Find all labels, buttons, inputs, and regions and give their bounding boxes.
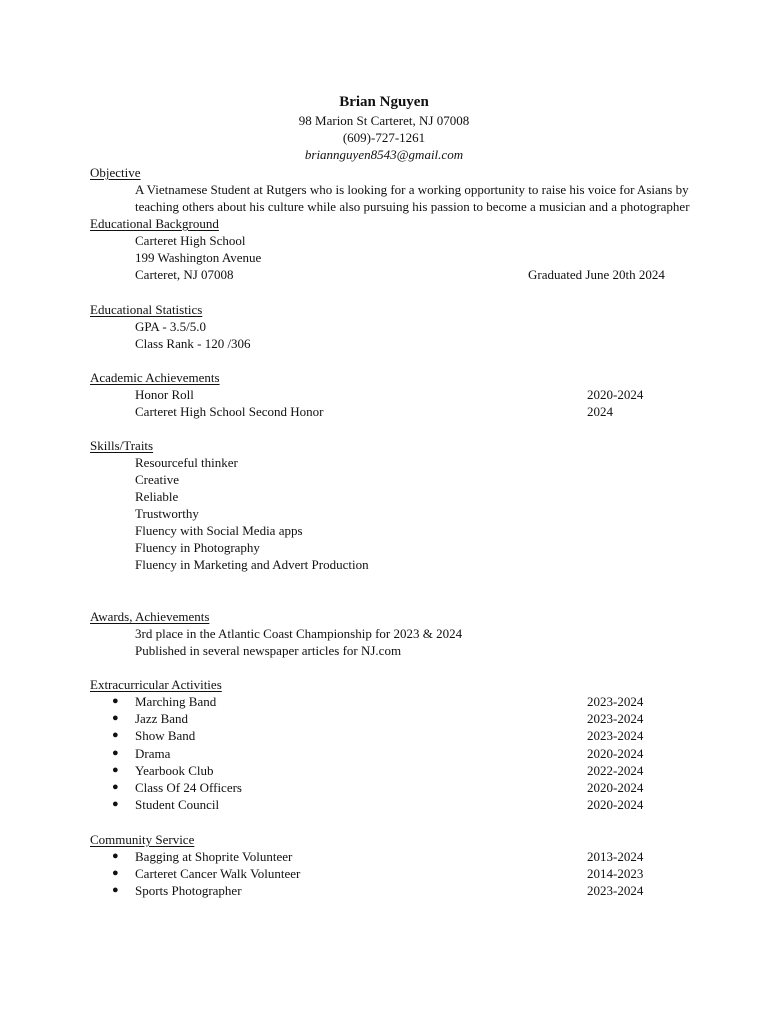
bullet-icon: ● <box>112 867 119 880</box>
award-item: 3rd place in the Atlantic Coast Championship for 2023 & 2024 <box>135 626 463 641</box>
extracurricular-title: Extracurricular Activities <box>90 677 222 692</box>
item-years: 2020-2024 <box>587 797 644 813</box>
list-item <box>90 865 688 882</box>
resume-header <box>0 93 768 163</box>
skill-item: Fluency in Marketing and Advert Production <box>135 557 369 572</box>
awards-section <box>90 608 688 659</box>
item-years: 2022-2024 <box>587 762 644 778</box>
skill-item: Reliable <box>135 489 179 504</box>
list-item <box>90 779 688 796</box>
item-label: Carteret Cancer Walk Volunteer <box>135 866 301 882</box>
skill-item: Creative <box>135 472 180 487</box>
skills-title: Skills/Traits <box>90 438 154 453</box>
list-item <box>90 693 688 710</box>
school-city <box>90 266 688 283</box>
item-label: Drama <box>135 745 171 761</box>
list-item <box>90 403 688 420</box>
item-years: 2023-2024 <box>587 883 644 899</box>
class-rank <box>90 335 688 352</box>
item-years: 2023-2024 <box>587 694 644 709</box>
bullet-icon: ● <box>112 695 119 707</box>
candidate-name: Brian Nguyen <box>339 94 429 110</box>
bullet-icon: ● <box>112 884 119 897</box>
extracurricular-section <box>90 676 688 813</box>
skills-section <box>90 437 688 573</box>
item-label: Carteret High School Second Honor <box>135 404 324 419</box>
awards-title: Awards, Achievements <box>90 609 210 624</box>
objective-section <box>90 164 688 215</box>
skill-item: Resourceful thinker <box>135 455 238 470</box>
bullet-icon: ● <box>112 729 119 742</box>
item-years: 2013-2024 <box>587 849 644 864</box>
objective-title: Objective <box>90 165 141 180</box>
bullet-icon: ● <box>112 798 119 811</box>
item-years: 2020-2024 <box>587 780 644 796</box>
objective-line-2: teaching others about his culture while also pursuing his passion to become a musician and a photographer <box>135 199 690 214</box>
list-item <box>90 386 688 403</box>
skill-item: Fluency with Social Media apps <box>135 523 303 538</box>
stats-title: Educational Statistics <box>90 302 203 317</box>
gpa <box>90 318 688 335</box>
graduation-date: Graduated June 20th 2024 <box>528 267 665 282</box>
item-label: Yearbook Club <box>135 762 214 778</box>
item-label: Bagging at Shoprite Volunteer <box>135 849 293 864</box>
school-name <box>90 232 688 249</box>
item-years: 2020-2024 <box>587 745 644 761</box>
list-item <box>90 710 688 727</box>
item-years: 2023-2024 <box>587 711 644 727</box>
list-item <box>90 745 688 762</box>
skill-item: Fluency in Photography <box>135 540 260 555</box>
list-item <box>90 882 688 899</box>
list-item <box>90 727 688 744</box>
item-label: Honor Roll <box>135 387 194 402</box>
item-years: 2023-2024 <box>587 728 644 744</box>
bullet-icon: ● <box>112 746 119 759</box>
item-label: Jazz Band <box>135 711 189 727</box>
school-city-text: Carteret, NJ 07008 <box>135 267 234 282</box>
bullet-icon: ● <box>112 712 119 725</box>
objective-line-1: A Vietnamese Student at Rutgers who is looking for a working opportunity to raise his voice for Asians by <box>135 182 689 197</box>
item-years: 2020-2024 <box>587 387 644 402</box>
phone: (609)-727-1261 <box>342 130 426 145</box>
item-label: Class Of 24 Officers <box>135 780 242 796</box>
school-name-text: Carteret High School <box>135 233 246 248</box>
item-years: 2024 <box>587 404 613 419</box>
bullet-icon: ● <box>112 763 119 776</box>
community-section <box>90 831 688 900</box>
list-item <box>90 762 688 779</box>
gpa-text: GPA - 3.5/5.0 <box>135 319 207 334</box>
academic-title: Academic Achievements <box>90 370 220 385</box>
academic-section <box>90 369 688 420</box>
item-years: 2014-2023 <box>587 866 644 882</box>
item-label: Show Band <box>135 728 196 744</box>
school-street <box>90 249 688 266</box>
school-street-text: 199 Washington Avenue <box>135 250 262 265</box>
education-title: Educational Background <box>90 216 219 231</box>
list-item <box>90 848 688 865</box>
email: briannguyen8543@gmail.com <box>304 147 464 162</box>
item-label: Sports Photographer <box>135 883 242 899</box>
community-title: Community Service <box>90 832 195 847</box>
list-item <box>90 796 688 813</box>
item-label: Student Council <box>135 797 220 813</box>
stats-section <box>90 301 688 352</box>
education-section <box>90 215 688 283</box>
address: 98 Marion St Carteret, NJ 07008 <box>298 113 470 128</box>
item-label: Marching Band <box>135 694 217 709</box>
skill-item: Trustworthy <box>135 506 199 521</box>
bullet-icon: ● <box>112 850 119 862</box>
award-item: Published in several newspaper articles for NJ.com <box>135 643 402 658</box>
bullet-icon: ● <box>112 781 119 794</box>
class-rank-text: Class Rank - 120 /306 <box>135 336 251 351</box>
